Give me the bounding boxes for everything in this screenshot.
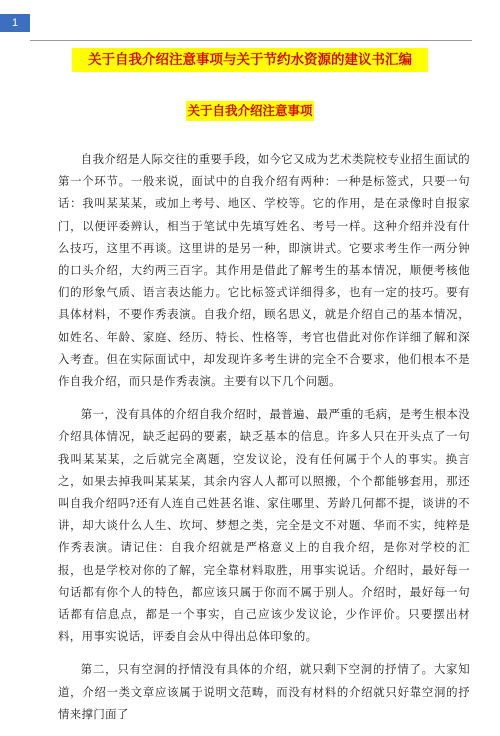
paragraph-3: 第二，只有空洞的抒情没有具体的介绍，就只剩下空洞的抒情了。大家知道，介绍一类文章应该属于说明文范畴，而没有材料的介绍就只好靠空洞的抒情来撑门面了 <box>58 662 470 721</box>
paragraph-1: 自我介绍是人际交往的重要手段，如今它又成为艺术类院校专业招生面试的第一个环节。一般来说，面试中的自我介绍有两种：一种是标签式，只要一句话：我叫某某某，或加上考号、地区、学校等。它的作用，是在录像时自报家门，以便评委辨认，相当于笔试中先填写姓名、考号一样。这种介绍并没有什么技巧，这里不再谈。这里讲的是另一种，即演讲式。它要求考生作一两分钟的口头介绍，大约两三百字。其作用是借此了解考生的基本情况，顺便考核他们的形象气质、语言表达能力。它比标签式详细得多，也有一定的技巧。要有具体材料，不要作秀表演。自我介绍，顾名思义，就是介绍自己的基本情况，如姓名、年龄、家庭、经历、特长、性格等，考官也借此对你作详细了解和深入考查。但在实际面试中，却发现许多考生讲的完全不合要求，他们根本不是作自我介绍，而只是作秀表演。主要有以下几个问题。 <box>58 152 470 389</box>
header-divider <box>30 40 472 41</box>
page-number-badge: 1 <box>0 14 30 32</box>
body-text <box>58 148 470 736</box>
section-heading: 关于自我介绍注意事项 <box>186 101 314 121</box>
paragraph-2: 第一，没有具体的介绍自我介绍时，最普遍、最严重的毛病，是考生根本没介绍具体情况，缺乏起码的要素，缺乏基本的信息。许多人只在开头点了一句我叫某某某，之后就完全离题，空发议论，没有任何属于个人的事实。换言之，如果去掉我叫某某某，其余内容人人都可以照搬，个个都能够套用，那还叫自我介绍吗?还有人连自己姓甚名谁、家住哪里、芳龄几何都不提，谈讲的不讲，却大谈什么人生、坎坷、梦想之类，完全是文不对题、华而不实，纯粹是作秀表演。请记住：自我介绍就是严格意义上的自我介绍，是你对学校的汇报，也是学校对你的了解，完全靠材料取胜，用事实说话。介绍时，最好每一句话都有你个人的特色，都应该只属于你而不属于别人。介绍时，最好每一句话都有信息点，都是一个事实，自己应该少发议论，少作评价。只要摆出材料，用事实说话，评委自会从中得出总体印象的。 <box>58 407 470 644</box>
document-title: 关于自我介绍注意事项与关于节约水资源的建议书汇编 <box>72 48 428 72</box>
